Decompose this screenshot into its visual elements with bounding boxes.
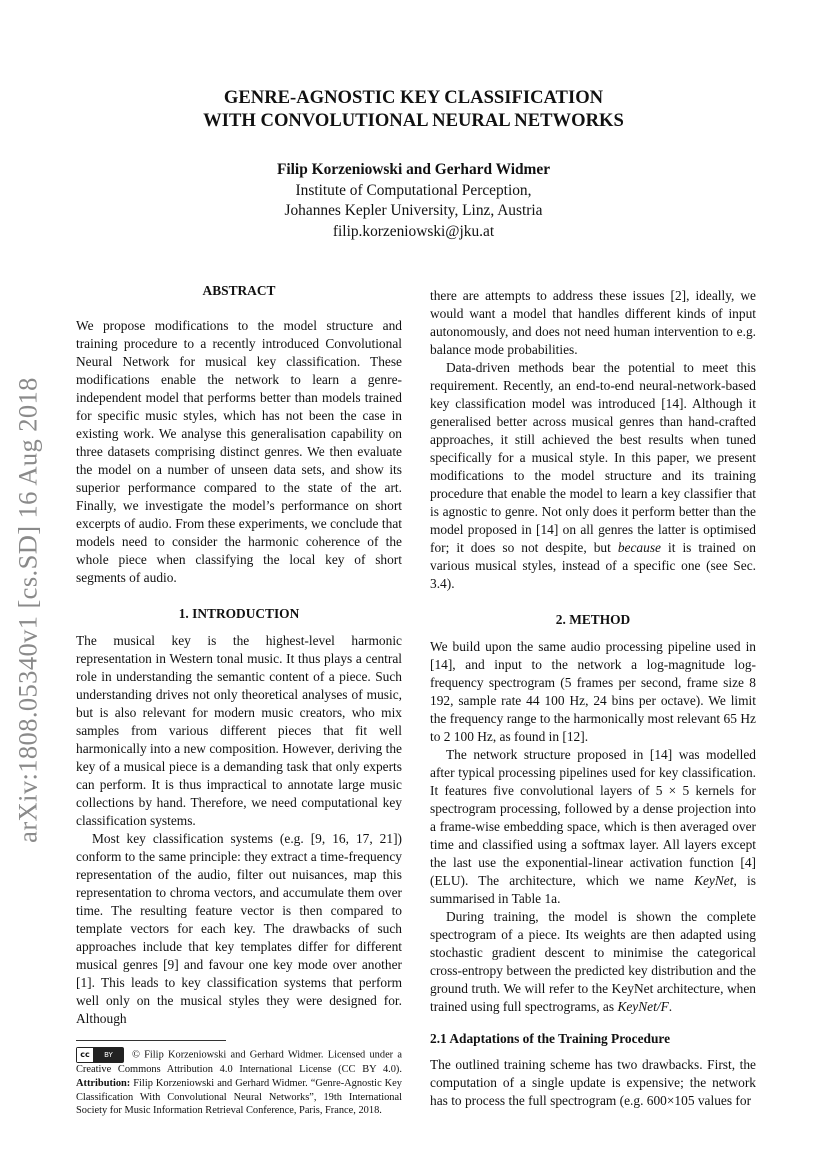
left-column — [76, 282, 402, 1118]
right-paragraph-2-part-a: Data-driven methods bear the potential to meet this requirement. Recently, an end-to-end neural-network-based key classification model was introduced [14]. Although it generalised better across musical genres than hand-crafted approaches, it still achieved the best results when tuned specifically for a musical style. In this paper, we present modifications to the model structure and its training procedure that enable the model to learn a key classifier that is agnostic to genre. Not only does it perform better than the model proposed in [14] on all genres the latter is optimised for; it does so not despite, but — [430, 360, 756, 555]
arxiv-identifier-text: arXiv:1808.05340v1 [cs.SD] 16 Aug 2018 — [12, 377, 43, 843]
author-block — [100, 160, 727, 242]
right-paragraph-1: there are attempts to address these issues [2], ideally, we would want a model that handles different kinds of input autonomously, and does not need human intervention to e.g. balance mode probabilities. — [430, 288, 756, 357]
title-line-1: GENRE-AGNOSTIC KEY CLASSIFICATION — [223, 87, 604, 108]
title-line-2: WITH CONVOLUTIONAL NEURAL NETWORKS — [203, 110, 624, 131]
method-paragraph-3-part-b: . — [668, 999, 673, 1014]
subsection-heading: 2.1 Adaptations of the Training Procedure — [430, 1031, 671, 1046]
arxiv-identifier — [8, 340, 48, 880]
cc-badge-right-label: BY — [94, 1048, 123, 1062]
cc-badge-left-label: cc — [77, 1048, 94, 1062]
intro-paragraph-2: Most key classification systems (e.g. [9, 16, 17, 21]) conform to the same principle: they extract a time-frequency representation of the audio, filter out nuisances, map this representation to chroma vectors, and accumulate them over time. The resulting feature vector is then compared to template vectors for each key. The drawbacks of such approaches include that key templates differ for different musical genres [9] and favour one key mode over another [1]. This leads to key classification systems that perform well only on the musical styles they were designed for. Although — [76, 831, 402, 1026]
affiliation-line-2: Johannes Kepler University, Linz, Austria — [284, 202, 543, 219]
paper-title — [100, 86, 727, 132]
abstract-text: We propose modifications to the model structure and training procedure to a recently introduced Convolutional Neural Network for musical key classification. These modifications enable the network to learn a genre-independent model that performs better than models trained for specific music styles, which has not been the case in existing work. We analyse this generalisation capability on three datasets comprising distinct genres. We then evaluate the model on a number of unseen data sets, and show its superior performance compared to the state of the art. Finally, we investigate the model’s performance on short excerpts of audio. From these experiments, we conclude that models need to consider the harmonic coherence of the whole piece when classifying the local key of short segments of audio. — [76, 318, 402, 585]
license-text: © Filip Korzeniowski and Gerhard Widmer. Licensed under a Creative Commons Attribution 4.0 International License (CC BY 4.0). — [76, 1049, 402, 1075]
method-paragraph-3-emphasis: KeyNet/F — [617, 999, 669, 1014]
method-heading: 2. METHOD — [555, 612, 631, 627]
introduction-heading: 1. INTRODUCTION — [178, 606, 300, 621]
attribution-text: Filip Korzeniowski and Gerhard Widmer. “Genre-Agnostic Key Classification With Convolutional Neural Networks”, 19th International Society for Music Information Retrieval Conference, Paris, France, 2018. — [76, 1077, 402, 1117]
method-paragraph-1: We build upon the same audio processing pipeline used in [14], and input to the network a log-magnitude log-frequency spectrogram (5 frames per second, frame size 8 192, sample rate 44 100 Hz, 24 bins per octave). We limit the frequency range to the harmonically most relevant 65 Hz to 2 100 Hz, as found in [12]. — [430, 639, 756, 744]
affiliation-line-1: Institute of Computational Perception, — [295, 181, 532, 199]
subsection-paragraph-1: The outlined training scheme has two drawbacks. First, the computation of a single update is expensive; the network has to process the full spectrogram (e.g. 600×105 values for — [430, 1057, 756, 1108]
author-email: filip.korzeniowski@jku.at — [332, 222, 495, 240]
method-paragraph-2-emphasis: KeyNet — [694, 873, 734, 888]
intro-paragraph-1: The musical key is the highest-level harmonic representation in Western tonal music. It thus plays a central role in understanding the semantic content of a piece. Such understanding drives not only theoretical analyses of music, but is also relevant for modern music creators, who mix samples from various different pieces that fit well harmonically into a new composition. However, deriving the key of a musical piece is a demanding task that only experts can perform. It is thus impractical to annotate large music collections by hand. Therefore, we need computational key classification systems. — [76, 633, 402, 828]
copyright-footnote — [76, 1047, 402, 1118]
method-paragraph-2-part-a: The network structure proposed in [14] was modelled after typical processing pipelines used for key classification. It features five convolutional layers of 5 × 5 kernels for spectrogram processing, followed by a dense projection into a frame-wise embedding space, which is then averaged over time and classified using a softmax layer. All layers except the last use the exponential-linear activation function [4] (ELU). The architecture, which we name — [430, 747, 756, 888]
right-paragraph-2-part-b: it is trained on various musical styles, instead of a specific one (see Sec. 3.4). — [430, 540, 756, 591]
attribution-label: Attribution: — [76, 1077, 131, 1089]
right-paragraph-2 — [430, 359, 756, 593]
creative-commons-icon — [76, 1047, 124, 1063]
method-paragraph-2 — [430, 746, 756, 908]
abstract-heading: ABSTRACT — [202, 283, 276, 298]
author-names: Filip Korzeniowski and Gerhard Widmer — [276, 161, 551, 178]
right-paragraph-2-emphasis: because — [617, 540, 661, 555]
method-paragraph-3 — [430, 908, 756, 1016]
right-column — [430, 287, 756, 1110]
method-paragraph-2-part-b: , is summarised in Table 1a. — [430, 873, 756, 906]
method-paragraph-3-part-a: During training, the model is shown the complete spectrogram of a piece. Its weights are then adapted using stochastic gradient descent to minimise the categorical cross-entropy between the predicted key distribution and the ground truth. We will refer to the KeyNet architecture, when trained using full spectrograms, as — [430, 909, 756, 1014]
